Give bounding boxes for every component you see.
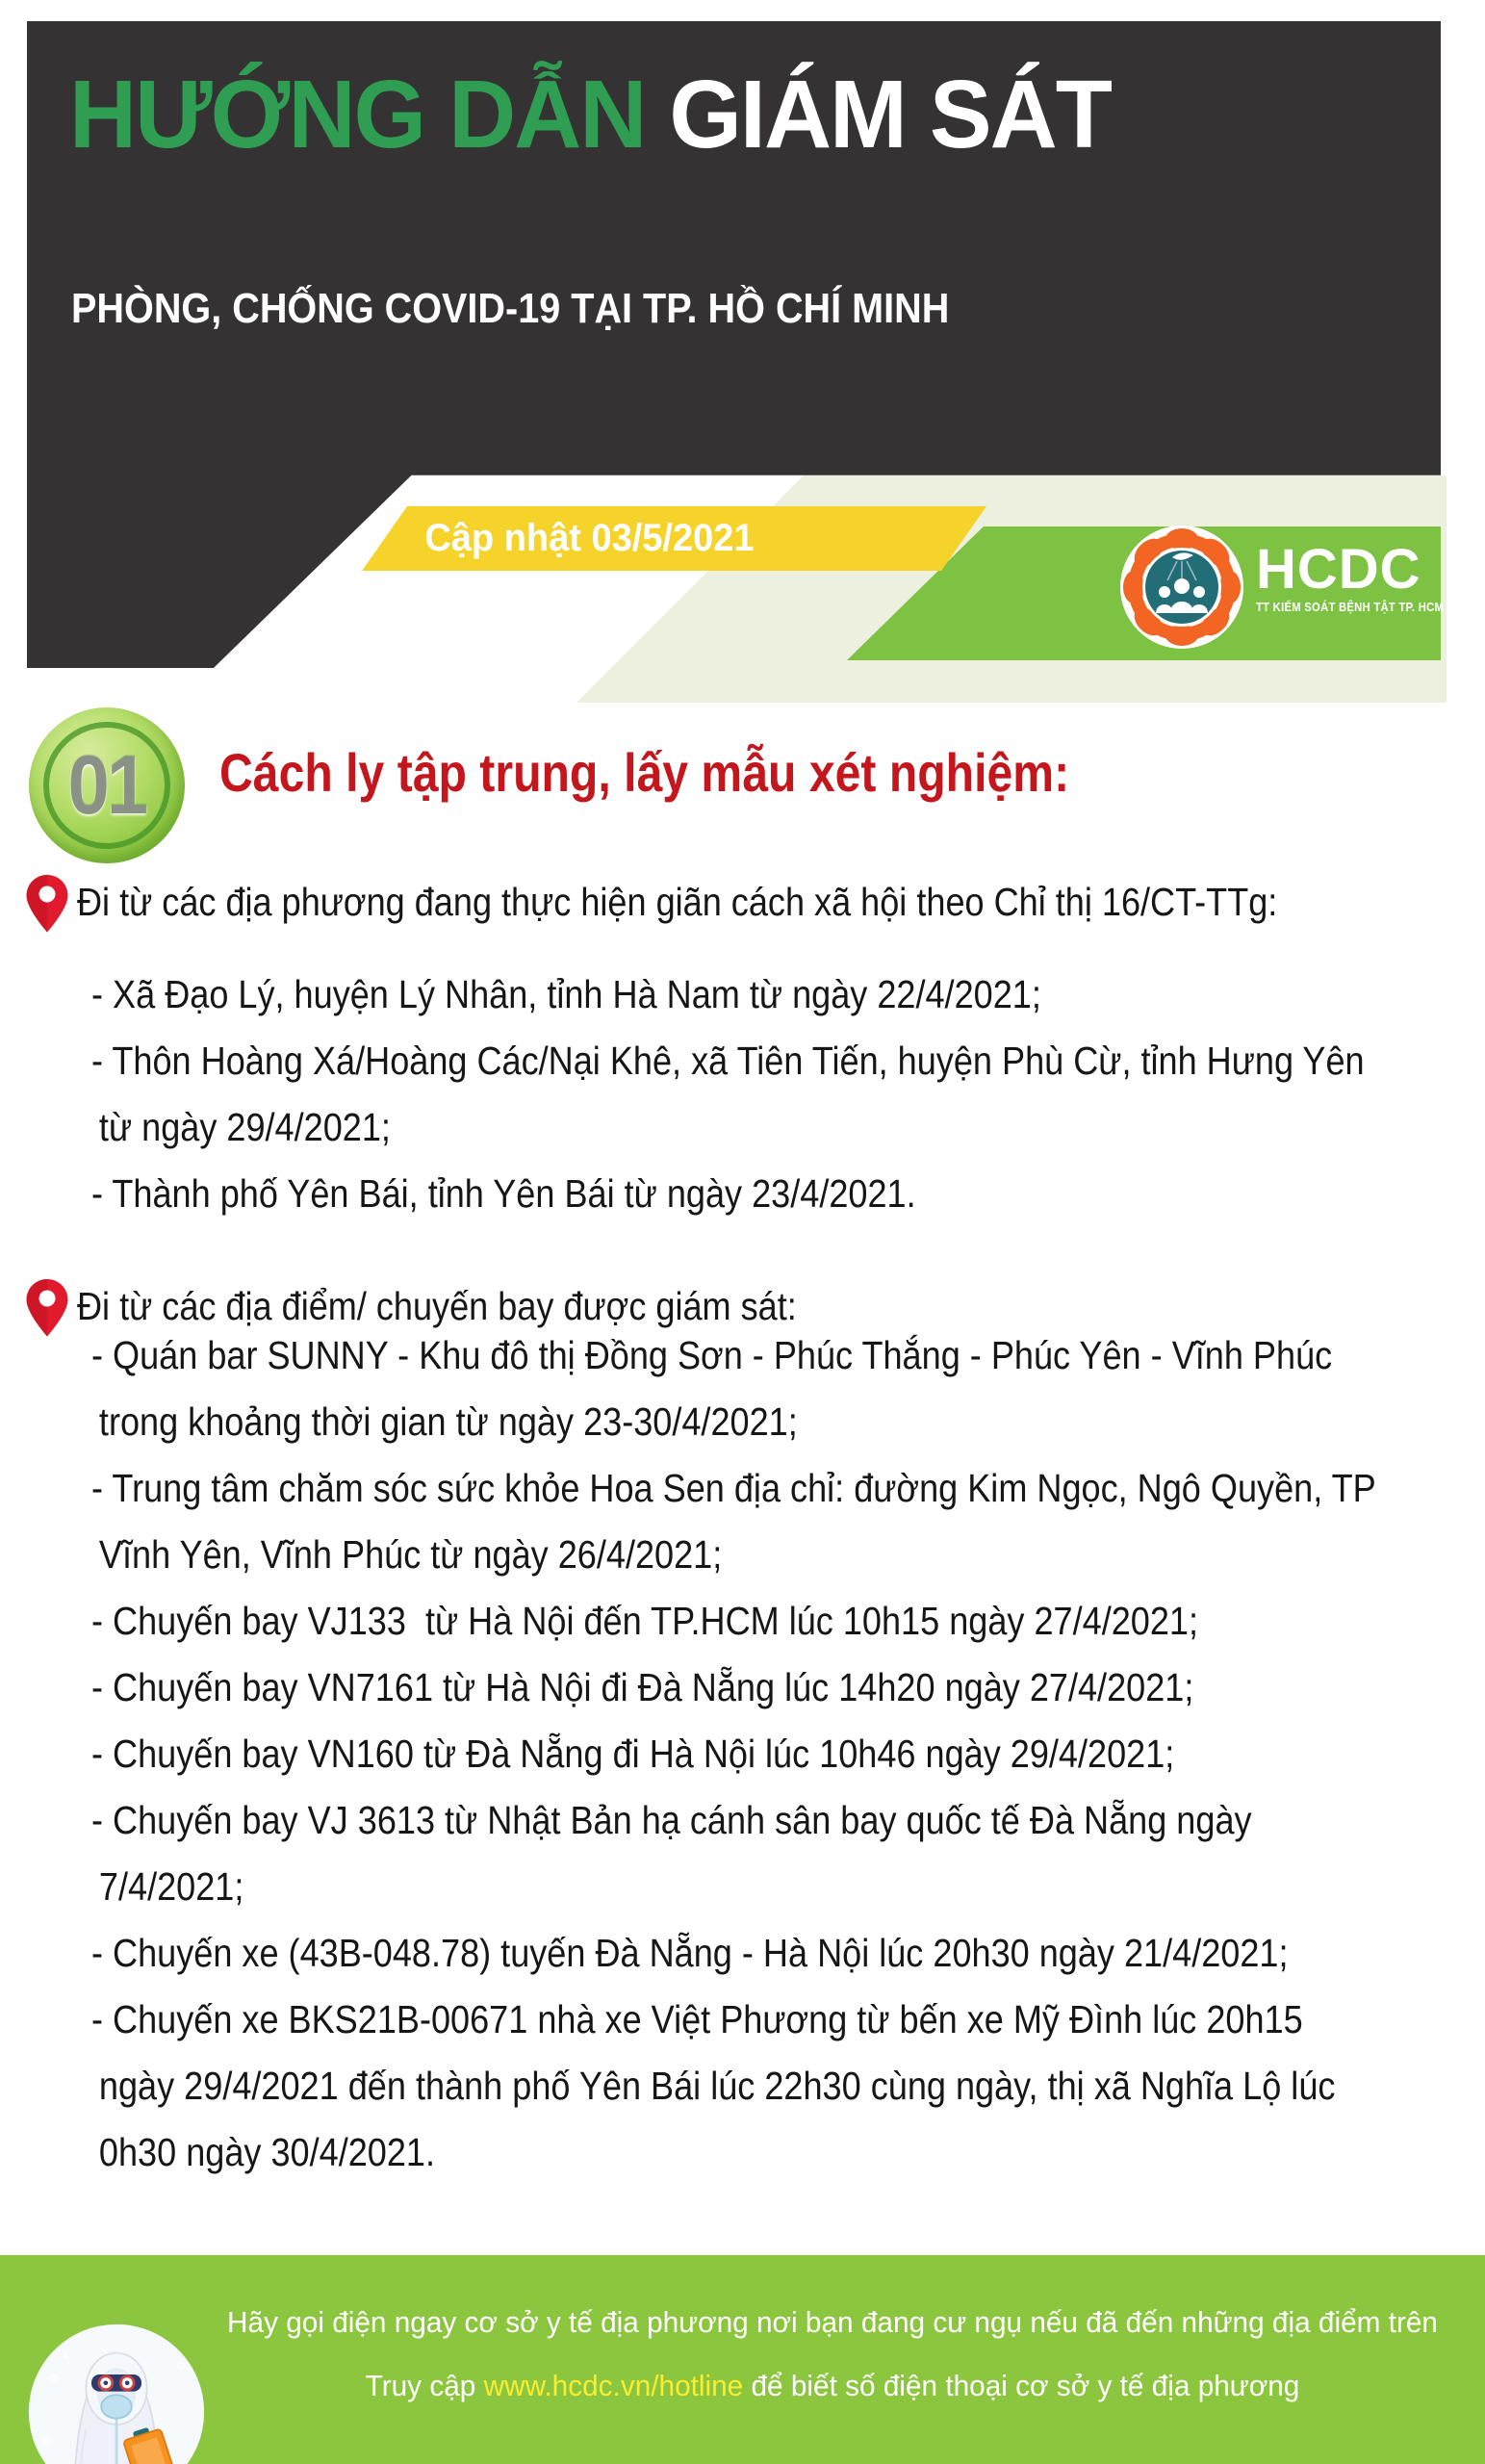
- list-item: - Chuyến xe (43B-048.78) tuyến Đà Nẵng - Hà Nội lúc 20h30 ngày 21/4/2021;: [91, 1931, 1289, 1975]
- list-item: - Xã Đạo Lý, huyện Lý Nhân, tỉnh Hà Nam từ ngày 22/4/2021;: [91, 972, 1041, 1016]
- footer-advice: Hãy gọi điện ngay cơ sở y tế địa phương nơi bạn đang cư ngụ nếu đã đến những địa điểm trên: [227, 2305, 1438, 2339]
- footer-text: [192, 2303, 1472, 2405]
- section-number-badge: [29, 707, 185, 863]
- list-item: - Thôn Hoàng Xá/Hoàng Các/Nại Khê, xã Tiên Tiến, huyện Phù Cừ, tỉnh Hưng Yên: [91, 1039, 1365, 1083]
- list-item: - Chuyến bay VJ 3613 từ Nhật Bản hạ cánh sân bay quốc tế Đà Nẵng ngày: [91, 1798, 1252, 1842]
- page-subtitle: PHÒNG, CHỐNG COVID-19 TẠI TP. HỒ CHÍ MINH: [71, 285, 950, 332]
- bullet-heading: Đi từ các địa phương đang thực hiện giãn cách xã hội theo Chỉ thị 16/CT-TTg:: [77, 880, 1278, 924]
- hcdc-logo-text: [1256, 538, 1465, 614]
- bullet-list: [91, 962, 1485, 1227]
- footer-hotline-line: [218, 2367, 1447, 2405]
- update-ribbon: [362, 506, 986, 571]
- page-title: [69, 60, 1111, 170]
- section-title: Cách ly tập trung, lấy mẫu xét nghiệm:: [219, 742, 1070, 803]
- page-title-white: GIÁM SÁT: [645, 61, 1112, 168]
- list-item-continuation: 7/4/2021;: [98, 1864, 244, 1909]
- bullet-list: [91, 1322, 1485, 2186]
- location-pin-icon: [25, 1278, 69, 1338]
- list-item: - Chuyến xe BKS21B-00671 nhà xe Việt Phương từ bến xe Mỹ Đình lúc 20h15: [91, 1997, 1303, 2041]
- hcdc-logo-icon: [1119, 525, 1244, 650]
- page-title-green: HƯỚNG DẪN: [69, 61, 646, 168]
- update-date-label: Cập nhật 03/5/2021: [424, 517, 755, 559]
- hcdc-logo-tagline: TT KIỂM SOÁT BỆNH TẬT TP. HCM: [1256, 601, 1445, 614]
- list-item: - Chuyến bay VN160 từ Đà Nẵng đi Hà Nội lúc 10h46 ngày 29/4/2021;: [91, 1732, 1175, 1776]
- section-number: 01: [67, 738, 146, 832]
- list-item-continuation: Vĩnh Yên, Vĩnh Phúc từ ngày 26/4/2021;: [98, 1532, 723, 1577]
- list-item: - Chuyến bay VN7161 từ Hà Nội đi Đà Nẵng lúc 14h20 ngày 27/4/2021;: [91, 1665, 1194, 1709]
- hotline-prefix: Truy cập: [365, 2369, 484, 2402]
- list-item: - Trung tâm chăm sóc sức khỏe Hoa Sen địa chỉ: đường Kim Ngọc, Ngô Quyền, TP: [91, 1466, 1376, 1510]
- hcdc-logo-name: HCDC: [1256, 538, 1421, 601]
- footer: [0, 2255, 1485, 2464]
- list-item-continuation: từ ngày 29/4/2021;: [98, 1105, 391, 1149]
- list-item-continuation: ngày 29/4/2021 đến thành phố Yên Bái lúc 22h30 cùng ngày, thị xã Nghĩa Lộ lúc: [98, 2064, 1336, 2108]
- hotline-link[interactable]: www.hcdc.vn/hotline: [483, 2369, 744, 2402]
- list-item: - Chuyến bay VJ133 từ Hà Nội đến TP.HCM lúc 10h15 ngày 27/4/2021;: [91, 1599, 1199, 1643]
- bullet-heading: Đi từ các địa điểm/ chuyến bay được giám sát:: [77, 1284, 797, 1328]
- hotline-suffix: để biết số điện thoại cơ sở y tế địa phương: [743, 2369, 1300, 2402]
- ppe-worker-illustration: [27, 2323, 206, 2464]
- list-item: - Quán bar SUNNY - Khu đô thị Đồng Sơn - Phúc Thắng - Phúc Yên - Vĩnh Phúc: [91, 1333, 1333, 1377]
- list-item-continuation: trong khoảng thời gian từ ngày 23-30/4/2021;: [98, 1399, 798, 1444]
- list-item-continuation: 0h30 ngày 30/4/2021.: [98, 2130, 436, 2174]
- location-pin-icon: [25, 874, 69, 934]
- list-item: - Thành phố Yên Bái, tỉnh Yên Bái từ ngày 23/4/2021.: [91, 1171, 916, 1216]
